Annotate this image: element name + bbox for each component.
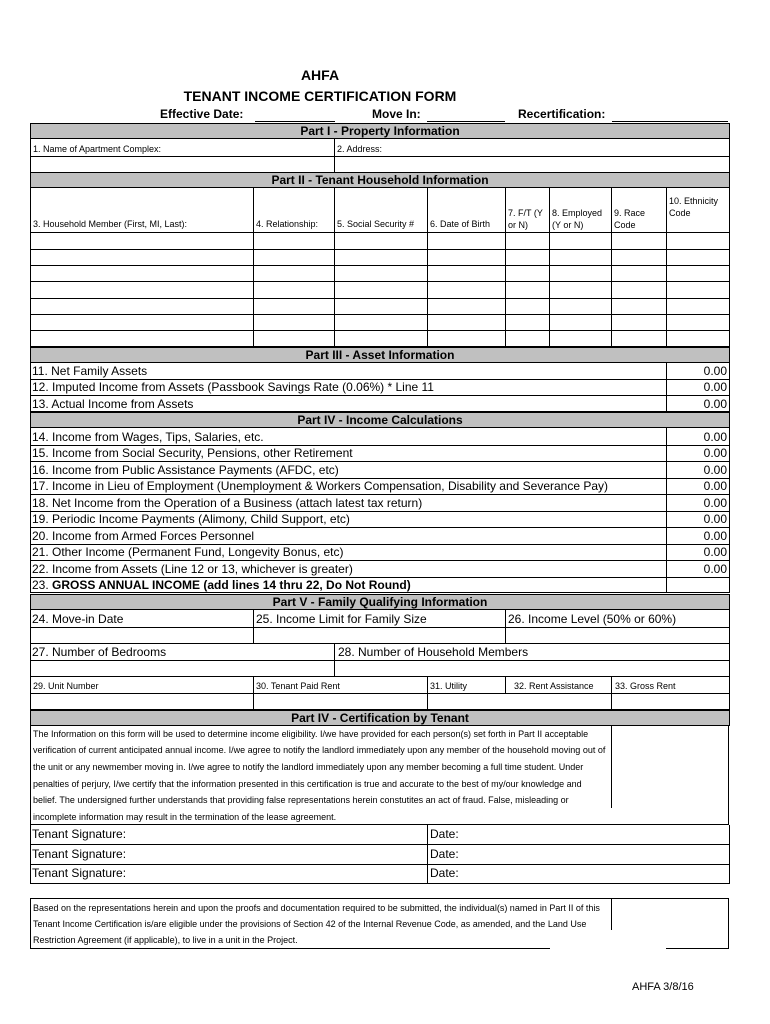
signature-date-label: Date:	[430, 827, 459, 841]
tenant-signature-label: Tenant Signature:	[32, 847, 127, 861]
certification-text-line: The Information on this form will be used to determine income eligibility. I/we have provided for each person(s) set forth in Part II acceptable	[33, 729, 589, 739]
bedrooms-field[interactable]	[31, 661, 333, 675]
effective-date-field[interactable]	[255, 107, 335, 122]
col-household-member: 3. Household Member (First, MI, Last):	[33, 219, 188, 229]
income-line-16: 16. Income from Public Assistance Payments (AFDC, etc)	[32, 463, 339, 477]
col-dob: 6. Date of Birth	[430, 219, 491, 229]
table-row[interactable]	[31, 315, 728, 330]
income-value-22: 0.00	[703, 562, 727, 576]
recertification-field[interactable]	[612, 107, 728, 122]
signature-date-field[interactable]	[470, 845, 727, 863]
gross-line-number: 23.	[32, 578, 53, 592]
part1-header: Part I - Property Information	[30, 123, 730, 139]
certification-header: Part IV - Certification by Tenant	[30, 710, 730, 726]
gross-rent-label: 33. Gross Rent	[615, 681, 676, 691]
table-row[interactable]	[31, 233, 728, 248]
income-line-21: 21. Other Income (Permanent Fund, Longevity Bonus, etc)	[32, 545, 344, 559]
apartment-complex-label: 1. Name of Apartment Complex:	[33, 144, 162, 154]
move-in-label: Move In:	[372, 107, 421, 121]
signature-date-label: Date:	[430, 847, 459, 861]
gross-annual-income	[32, 578, 411, 592]
table-row[interactable]	[31, 266, 728, 281]
income-line-22: 22. Income from Assets (Line 12 or 13, whichever is greater)	[32, 562, 353, 576]
income-value-17: 0.00	[703, 479, 727, 493]
eligibility-text-line: Based on the representations herein and upon the proofs and documentation required to be submitted, the individual(s) named in Part II of this	[33, 903, 600, 913]
household-members-label: 28. Number of Household Members	[338, 645, 529, 659]
signature-date-label: Date:	[430, 866, 459, 880]
address-field[interactable]	[335, 157, 727, 172]
income-value-14: 0.00	[703, 430, 727, 444]
table-row[interactable]	[31, 331, 728, 346]
asset-value-11: 0.00	[703, 364, 727, 378]
move-in-date-field[interactable]	[31, 628, 252, 642]
asset-value-12: 0.00	[703, 380, 727, 394]
part5-header: Part V - Family Qualifying Information	[30, 594, 730, 610]
col-ethnicity: 10. Ethnicity Code	[669, 196, 719, 218]
col-employed: 8. Employed (Y or N)	[552, 208, 603, 230]
tenant-paid-rent-field[interactable]	[254, 694, 426, 708]
tenant-signature-label: Tenant Signature:	[32, 827, 127, 841]
income-limit-field[interactable]	[254, 628, 504, 642]
income-value-20: 0.00	[703, 529, 727, 543]
asset-line-12: 12. Imputed Income from Assets (Passbook Savings Rate (0.06%) * Line 11	[32, 380, 434, 394]
col-ssn: 5. Social Security #	[337, 219, 415, 229]
asset-line-13: 13. Actual Income from Assets	[32, 397, 194, 411]
gross-rent-field[interactable]	[612, 694, 727, 708]
income-level-field[interactable]	[506, 628, 727, 642]
apartment-complex-field[interactable]	[31, 157, 333, 172]
income-line-19: 19. Periodic Income Payments (Alimony, Child Support, etc)	[32, 512, 350, 526]
income-value-18: 0.00	[703, 496, 727, 510]
table-row[interactable]	[31, 250, 728, 265]
certification-text-line: incomplete information may result in the termination of the lease agreement.	[33, 812, 337, 822]
income-line-20: 20. Income from Armed Forces Personnel	[32, 529, 255, 543]
gross-annual-income-field[interactable]	[667, 578, 727, 592]
income-line-18: 18. Net Income from the Operation of a Business (attach latest tax return)	[32, 496, 423, 510]
income-line-14: 14. Income from Wages, Tips, Salaries, etc.	[32, 430, 264, 444]
tenant-signature-label: Tenant Signature:	[32, 866, 127, 880]
asset-line-11: 11. Net Family Assets	[32, 364, 148, 378]
signature-date-field[interactable]	[470, 865, 727, 882]
certification-text-line: verification of current anticipated annual income. I/we agree to notify the landlord immediately upon any member of the household moving out of	[33, 745, 606, 755]
recertification-label: Recertification:	[518, 107, 606, 121]
tenant-signature-field[interactable]	[140, 826, 426, 843]
rent-assistance-label: 32. Rent Assistance	[514, 681, 594, 691]
signature-date-field[interactable]	[470, 826, 727, 843]
income-line-15: 15. Income from Social Security, Pensions, other Retirement	[32, 446, 353, 460]
eligibility-text-line: Tenant Income Certification is/are eligible under the provisions of Section 42 of the Internal Revenue Code, as amended, and the Land Use	[33, 919, 587, 929]
move-in-field[interactable]	[427, 107, 505, 122]
asset-value-13: 0.00	[703, 397, 727, 411]
certification-text-line: belief. The undersigned further understands that providing false representations herein constutites an act of fraud. False, misleading or	[33, 795, 569, 805]
effective-date-label: Effective Date:	[160, 107, 244, 121]
tenant-signature-field[interactable]	[140, 845, 426, 863]
income-value-15: 0.00	[703, 446, 727, 460]
bedrooms-label: 27. Number of Bedrooms	[32, 645, 167, 659]
certification-text-line: penalties of perjury, I/we certify that the information presented in this certification is true and accurate to the best of my/our knowledge and	[33, 779, 582, 789]
table-row[interactable]	[31, 282, 728, 297]
income-line-17: 17. Income in Lieu of Employment (Unemployment & Workers Compensation, Disability and Severance Pay)	[32, 479, 609, 493]
utility-label: 31. Utility	[430, 681, 468, 691]
income-value-21: 0.00	[703, 545, 727, 559]
table-row[interactable]	[31, 299, 728, 314]
col-race: 9. Race Code	[614, 208, 646, 230]
income-limit-label: 25. Income Limit for Family Size	[256, 612, 427, 626]
form-revision: AHFA 3/8/16	[632, 981, 694, 993]
form-title: TENANT INCOME CERTIFICATION FORM	[183, 88, 457, 104]
move-in-date-label: 24. Move-in Date	[32, 612, 124, 626]
agency-name: AHFA	[300, 67, 340, 83]
utility-field[interactable]	[428, 694, 610, 708]
tenant-paid-rent-label: 30. Tenant Paid Rent	[256, 681, 340, 691]
unit-number-field[interactable]	[31, 694, 252, 708]
unit-number-label: 29. Unit Number	[33, 681, 99, 691]
col-ft: 7. F/T (Y or N)	[508, 208, 543, 230]
income-value-16: 0.00	[703, 463, 727, 477]
household-members-field[interactable]	[335, 661, 727, 675]
col-relationship: 4. Relationship:	[256, 219, 319, 229]
address-label: 2. Address:	[337, 144, 383, 154]
income-value-19: 0.00	[703, 512, 727, 526]
income-level-label: 26. Income Level (50% or 60%)	[508, 612, 677, 626]
gross-line-label: GROSS ANNUAL INCOME (add lines 14 thru 22, Do Not Round)	[52, 578, 411, 592]
tenant-signature-field[interactable]	[140, 865, 426, 882]
part2-header: Part II - Tenant Household Information	[30, 172, 730, 188]
eligibility-text-line: Restriction Agreement (if applicable), to live in a unit in the Project.	[33, 935, 298, 945]
part4-header: Part IV - Income Calculations	[30, 412, 730, 428]
certification-text-line: the unit or any newmember moving in. I/we agree to notify the landlord immediately upon any member becoming a full time student. Under	[33, 762, 584, 772]
part3-header: Part III - Asset Information	[30, 347, 730, 363]
